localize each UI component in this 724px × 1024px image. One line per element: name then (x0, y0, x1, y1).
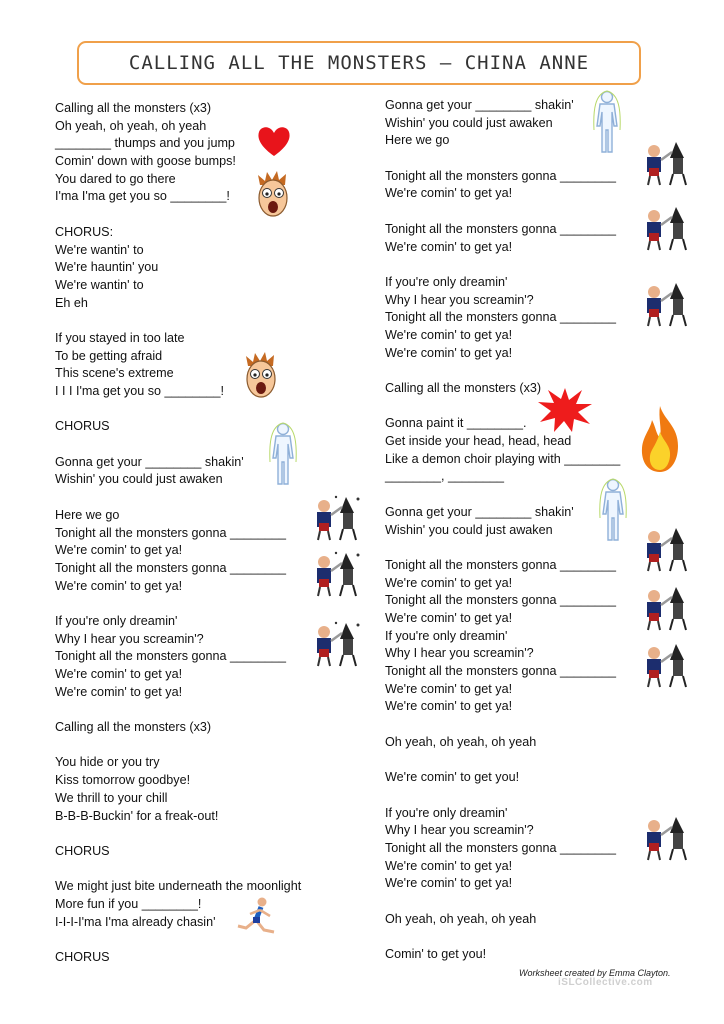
monsters-band-icon-6 (640, 279, 692, 327)
lyric-line: If you're only dreamin' (385, 628, 508, 643)
lyric-line: Get inside your head, head, head (385, 434, 572, 449)
monsters-band-icon-3 (310, 619, 362, 667)
lyric-line: We're wantin' to (55, 242, 144, 257)
lyric-line: Why I hear you screamin'? (385, 646, 534, 661)
title-box (77, 41, 641, 85)
stanza-gap (55, 206, 355, 224)
lyric-line: We're comin' to get ya! (385, 239, 513, 254)
lyric-line: Here we go (385, 133, 450, 148)
lyric-line: Tonight all the monsters gonna ________ (385, 840, 617, 855)
stanza-gap (55, 825, 355, 843)
lyric-line: We're comin' to get ya! (55, 684, 183, 699)
lyric-line: I I I I'ma get you so ________! (55, 384, 225, 398)
monsters-band-icon (310, 493, 362, 541)
monsters-band-icon-2 (310, 549, 362, 597)
watermark: iSLCollective.com (558, 977, 653, 988)
lyric-line: This scene's extreme (55, 366, 174, 381)
lyric-line: CHORUS (55, 843, 110, 858)
lyric-line: Eh eh (55, 295, 88, 310)
lyric-line: Why I hear you screamin'? (385, 823, 534, 838)
lyric-line: You hide or you try (55, 755, 160, 770)
stanza-gap (55, 737, 355, 755)
lyric-line: You dared to go there (55, 171, 176, 186)
lyric-line: If you stayed in too late (55, 330, 185, 345)
lyric-line: Calling all the monsters (x3) (385, 381, 542, 395)
lyric-line: Tonight all the monsters gonna ________ (385, 221, 617, 236)
lyric-line: Oh yeah, oh yeah, oh yeah (385, 734, 537, 749)
lyric-line: We're hauntin' you (55, 260, 159, 275)
lyric-line: Gonna get your ________ shakin' (385, 98, 574, 112)
stanza-gap (385, 751, 685, 769)
lyric-line: Tonight all the monsters gonna ________ (385, 557, 617, 572)
lyric-line: Oh yeah, oh yeah, oh yeah (385, 911, 537, 926)
body-outline-icon (266, 422, 300, 486)
lyric-line: We're comin' to get ya! (385, 345, 513, 360)
stanza-gap (385, 256, 685, 274)
body-outline-icon-2 (590, 90, 624, 154)
lyric-line: Wishin' you could just awaken (55, 472, 223, 487)
lyric-line: Tonight all the monsters gonna ________ (55, 525, 287, 540)
heart-icon (256, 124, 292, 158)
stanza-gap (385, 928, 685, 946)
lyric-line: Wishin' you could just awaken (385, 522, 553, 537)
lyric-line: CHORUS: (55, 224, 114, 239)
lyric-line: I'ma I'ma get you so ________! (55, 189, 230, 204)
lyric-line: CHORUS (55, 419, 110, 434)
scared-face-icon (252, 171, 294, 223)
lyric-line: We're comin' to get ya! (385, 186, 513, 201)
lyric-line: Tonight all the monsters gonna ________ (385, 593, 617, 608)
lyric-line: We're comin' to get ya! (55, 543, 183, 558)
lyric-line: Comin' down with goose bumps! (55, 154, 236, 169)
stanza-gap (385, 716, 685, 734)
lyric-line: ________, ________ (385, 469, 505, 484)
lyric-line: We're comin' to get ya! (385, 699, 513, 714)
running-man-icon (234, 896, 280, 940)
lyric-line: We're comin' to get ya! (385, 610, 513, 625)
lyric-line: If you're only dreamin' (385, 805, 508, 820)
stanza-gap (55, 401, 355, 419)
lyric-line: Oh yeah, oh yeah, oh yeah (55, 118, 207, 133)
stanza-gap (55, 436, 355, 454)
lyric-line: We thrill to your chill (55, 790, 168, 805)
lyric-line: We're comin' to get ya! (385, 575, 513, 590)
lyric-line: We're comin' to get ya! (55, 578, 183, 593)
lyric-line: Gonna paint it ________. (385, 416, 527, 431)
lyric-line: Tonight all the monsters gonna ________ (385, 168, 617, 183)
lyric-line: Tonight all the monsters gonna ________ (385, 664, 617, 678)
lyric-line: We're wantin' to (55, 277, 144, 292)
lyric-line: If you're only dreamin' (385, 274, 508, 289)
lyric-line: Kiss tomorrow goodbye! (55, 773, 191, 788)
monsters-band-icon-10 (640, 813, 692, 861)
body-outline-icon-3 (596, 478, 630, 542)
lyric-line: CHORUS (55, 950, 110, 964)
lyric-line: Tonight all the monsters gonna ________ (385, 310, 617, 325)
lyric-line: More fun if you ________! (55, 896, 202, 911)
lyric-line: We're comin' to get ya! (55, 667, 183, 681)
lyric-line: If you're only dreamin' (55, 613, 178, 628)
lyric-line: I-I-I-I'ma I'ma already chasin' (55, 914, 216, 929)
lyric-line: We're comin' to get ya! (385, 858, 513, 873)
lyric-line: We might just bite underneath the moonlight (55, 879, 302, 894)
lyric-line: Calling all the monsters (x3) (55, 101, 212, 115)
lyric-line: Tonight all the monsters gonna ________ (55, 649, 287, 664)
lyric-line: Tonight all the monsters gonna ________ (55, 560, 287, 575)
lyric-line: We're comin' to get you! (385, 770, 520, 785)
monsters-band-icon-9 (640, 640, 692, 688)
monsters-band-icon-5 (640, 203, 692, 251)
lyric-line: Here we go (55, 507, 120, 522)
stanza-gap (385, 787, 685, 805)
worksheet-credit: Worksheet created by Emma Clayton. (519, 968, 671, 978)
monsters-band-icon-7 (640, 524, 692, 572)
stanza-gap (385, 486, 685, 504)
monsters-band-icon-8 (640, 583, 692, 631)
page-title: CALLING ALL THE MONSTERS – CHINA ANNE (128, 52, 590, 74)
stanza-gap (55, 595, 355, 613)
lyric-line: Why I hear you screamin'? (55, 631, 204, 646)
lyric-line: ________ thumps and you jump (55, 136, 235, 151)
scared-face-icon-2 (240, 352, 282, 404)
lyric-line: Comin' to get you! (385, 947, 487, 961)
lyric-line: Gonna get your ________ shakin' (55, 454, 244, 469)
lyric-line: Calling all the monsters (x3) (55, 720, 212, 735)
stanza-gap (385, 362, 685, 380)
lyric-line: Gonna get your ________ shakin' (385, 504, 574, 519)
lyric-line: Wishin' you could just awaken (385, 115, 553, 130)
flame-icon (638, 404, 682, 474)
stanza-gap (55, 931, 355, 949)
stanza-gap (55, 701, 355, 719)
stanza-gap (385, 893, 685, 911)
red-splat-icon (536, 386, 594, 434)
lyric-line: We're comin' to get ya! (385, 327, 513, 342)
stanza-gap (55, 861, 355, 879)
lyric-line: We're comin' to get ya! (385, 876, 513, 891)
lyric-line: Like a demon choir playing with ________ (385, 451, 621, 466)
lyric-line: We're comin' to get ya! (385, 681, 513, 696)
lyric-line: Why I hear you screamin'? (385, 292, 534, 307)
monsters-band-icon-4 (640, 138, 692, 186)
lyric-line: To be getting afraid (55, 348, 163, 363)
stanza-gap (55, 312, 355, 330)
lyric-line: B-B-B-Buckin' for a freak-out! (55, 808, 219, 823)
